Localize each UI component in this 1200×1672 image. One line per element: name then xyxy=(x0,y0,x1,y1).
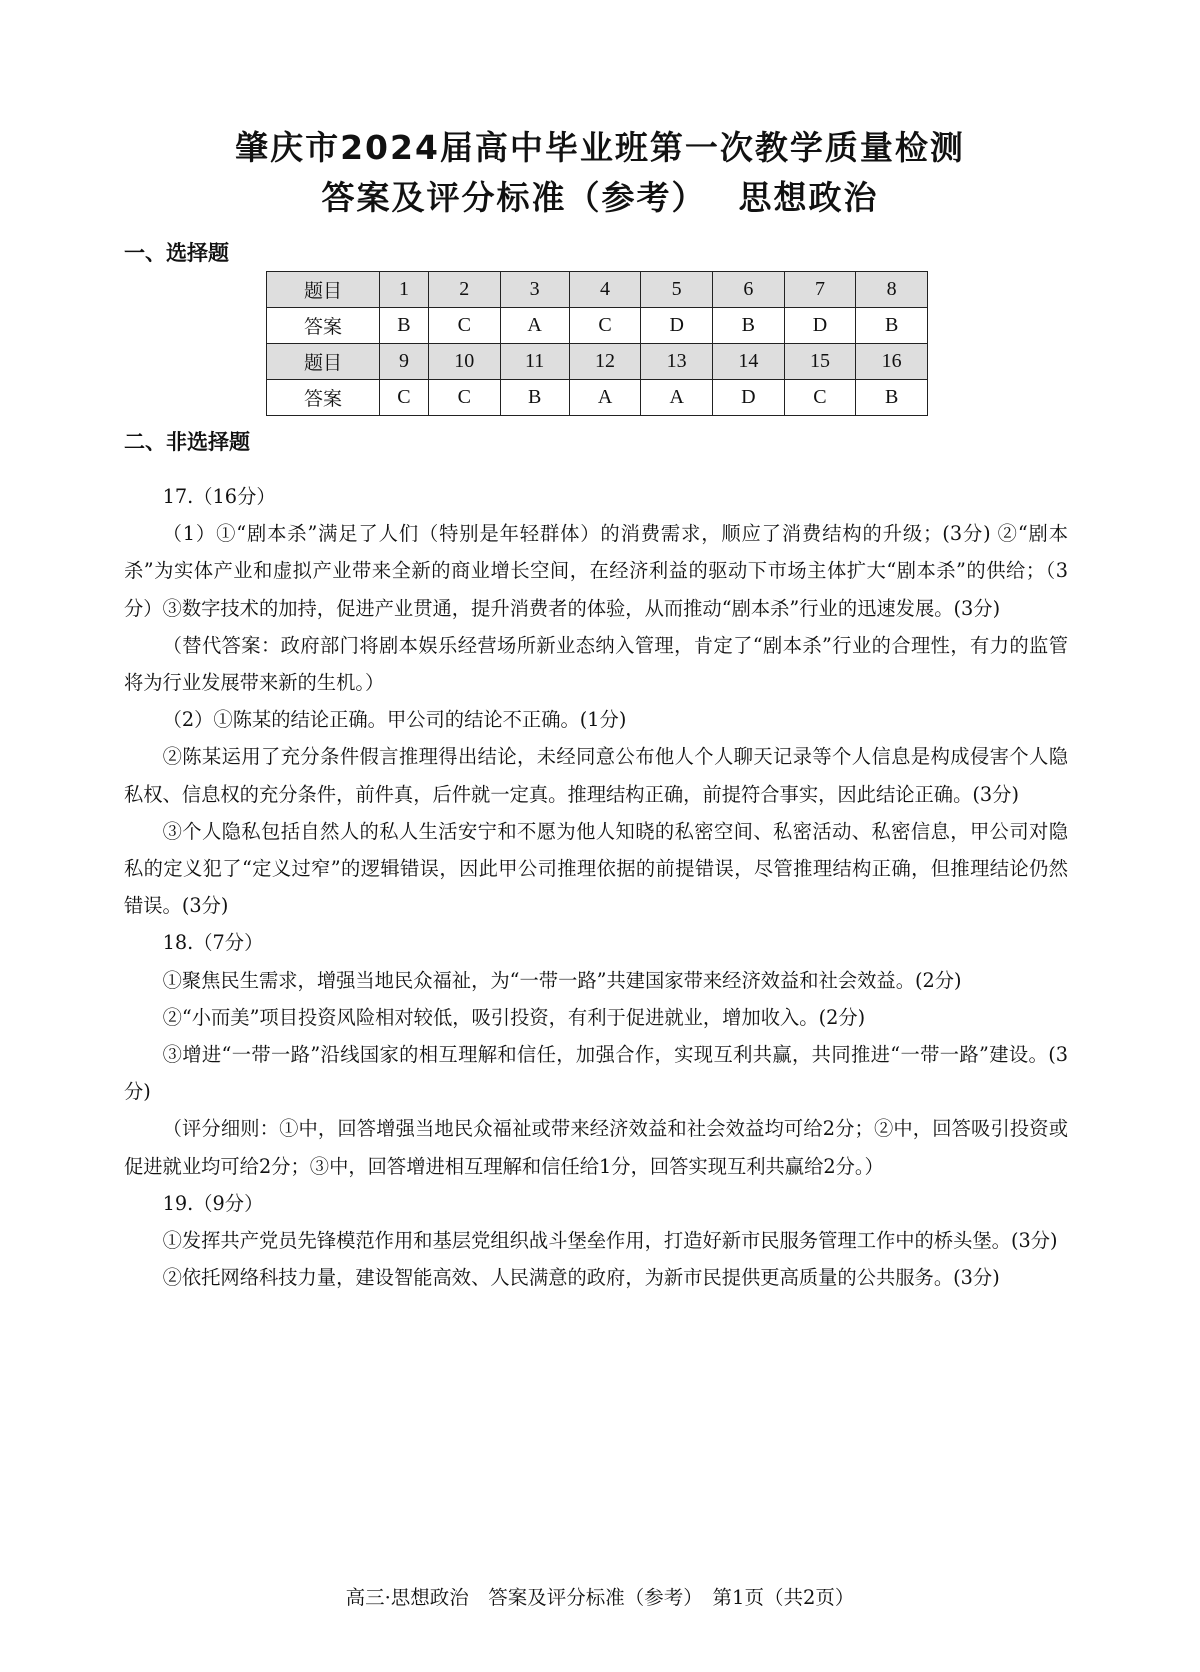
table-cell: 10 xyxy=(428,344,500,380)
table-cell: C xyxy=(569,308,641,344)
table-cell: C xyxy=(380,380,429,416)
table-cell: D xyxy=(784,308,856,344)
table-cell: A xyxy=(641,380,713,416)
table-cell: 7 xyxy=(784,272,856,308)
answer-body xyxy=(124,478,1068,1296)
table-cell: 12 xyxy=(569,344,641,380)
table-row xyxy=(267,344,928,380)
answer-paragraph: ①聚焦民生需求，增强当地民众福祉，为“一带一路”共建国家带来经济效益和社会效益。(2分) xyxy=(162,968,962,992)
document-title: 肇庆市2024届高中毕业班第一次教学质量检测 xyxy=(235,128,965,167)
table-cell: D xyxy=(713,380,785,416)
answer-paragraph: 18.（7分） xyxy=(162,931,264,955)
answer-paragraph: （替代答案：政府部门将剧本娱乐经营场所新业态纳入管理，肯定了“剧本杀”行业的合理性，有力的监管将为行业发展带来新的生机。） xyxy=(124,633,1068,695)
table-cell: 15 xyxy=(784,344,856,380)
table-cell: 2 xyxy=(428,272,500,308)
table-cell: C xyxy=(784,380,856,416)
answer-paragraph: ②依托网络科技力量，建设智能高效、人民满意的政府，为新市民提供更高质量的公共服务。(3分) xyxy=(162,1266,1000,1290)
table-cell: 9 xyxy=(380,344,429,380)
table-row-header: 题目 xyxy=(267,344,380,380)
document-subtitle: 答案及评分标准（参考） 思想政治 xyxy=(321,178,879,217)
table-row-header: 答案 xyxy=(267,380,380,416)
answer-paragraph: （1）①“剧本杀”满足了人们（特别是年轻群体）的消费需求，顺应了消费结构的升级；(3分) ②“剧本杀”为实体产业和虚拟产业带来全新的商业增长空间，在经济利益的驱动下市场主体扩大“剧本杀”的供给；（3分）③数字技术的加持，促进产业贯通，提升消费者的体验，从而推动“剧本杀”行业的迅速发展。(3分) xyxy=(124,522,1068,620)
answer-paragraph: ②“小而美”项目投资风险相对较低，吸引投资，有利于促进就业，增加收入。(2分) xyxy=(162,1005,866,1029)
table-cell: 5 xyxy=(641,272,713,308)
answer-paragraph: 19.（9分） xyxy=(162,1191,264,1215)
answer-paragraph: ②陈某运用了充分条件假言推理得出结论，未经同意公布他人个人聊天记录等个人信息是构成侵害个人隐私权、信息权的充分条件，前件真，后件就一定真。推理结构正确，前提符合事实，因此结论正确。(3分) xyxy=(124,745,1068,806)
table-cell: A xyxy=(500,308,569,344)
answer-paragraph: （评分细则：①中，回答增强当地民众福祉或带来经济效益和社会效益均可给2分；②中，回答吸引投资或促进就业均可给2分；③中，回答增进相互理解和信任给1分，回答实现互利共赢给2分。） xyxy=(124,1117,1068,1178)
table-cell: 1 xyxy=(380,272,429,308)
answer-paragraph: 17.（16分） xyxy=(162,485,276,508)
answer-paragraph: （2）①陈某的结论正确。甲公司的结论不正确。(1分) xyxy=(162,708,627,732)
answer-paragraph: ③个人隐私包括自然人的私人生活安宁和不愿为他人知晓的私密空间、私密活动、私密信息，甲公司对隐私的定义犯了“定义过窄”的逻辑错误，因此甲公司推理依据的前提错误，尽管推理结构正确，但推理结论仍然错误。(3分) xyxy=(124,819,1068,918)
table-row xyxy=(267,380,928,416)
table-cell: B xyxy=(380,308,429,344)
table-row xyxy=(267,308,928,344)
table-row xyxy=(267,272,928,308)
page-footer: 高三·思想政治 答案及评分标准（参考） 第1页（共2页） xyxy=(345,1586,855,1609)
section-heading-choice: 一、选择题 xyxy=(124,241,229,265)
table-cell: D xyxy=(641,308,713,344)
answer-table xyxy=(266,271,928,416)
table-cell: 13 xyxy=(641,344,713,380)
table-cell: 8 xyxy=(856,272,928,308)
table-cell: A xyxy=(569,380,641,416)
section-heading-nonchoice: 二、非选择题 xyxy=(124,430,250,454)
table-cell: B xyxy=(500,380,569,416)
table-cell: 16 xyxy=(856,344,928,380)
table-row-header: 答案 xyxy=(267,308,380,344)
table-cell: 4 xyxy=(569,272,641,308)
table-cell: C xyxy=(428,308,500,344)
answer-paragraph: ③增进“一带一路”沿线国家的相互理解和信任，加强合作，实现互利共赢，共同推进“一带一路”建设。(3分) xyxy=(124,1043,1068,1104)
table-cell: 6 xyxy=(713,272,785,308)
table-cell: B xyxy=(713,308,785,344)
table-cell: B xyxy=(856,380,928,416)
table-row-header: 题目 xyxy=(267,272,380,308)
table-cell: C xyxy=(428,380,500,416)
answer-paragraph: ①发挥共产党员先锋模范作用和基层党组织战斗堡垒作用，打造好新市民服务管理工作中的桥头堡。(3分) xyxy=(162,1229,1058,1253)
table-cell: 3 xyxy=(500,272,569,308)
table-cell: B xyxy=(856,308,928,344)
table-cell: 11 xyxy=(500,344,569,380)
table-cell: 14 xyxy=(713,344,785,380)
